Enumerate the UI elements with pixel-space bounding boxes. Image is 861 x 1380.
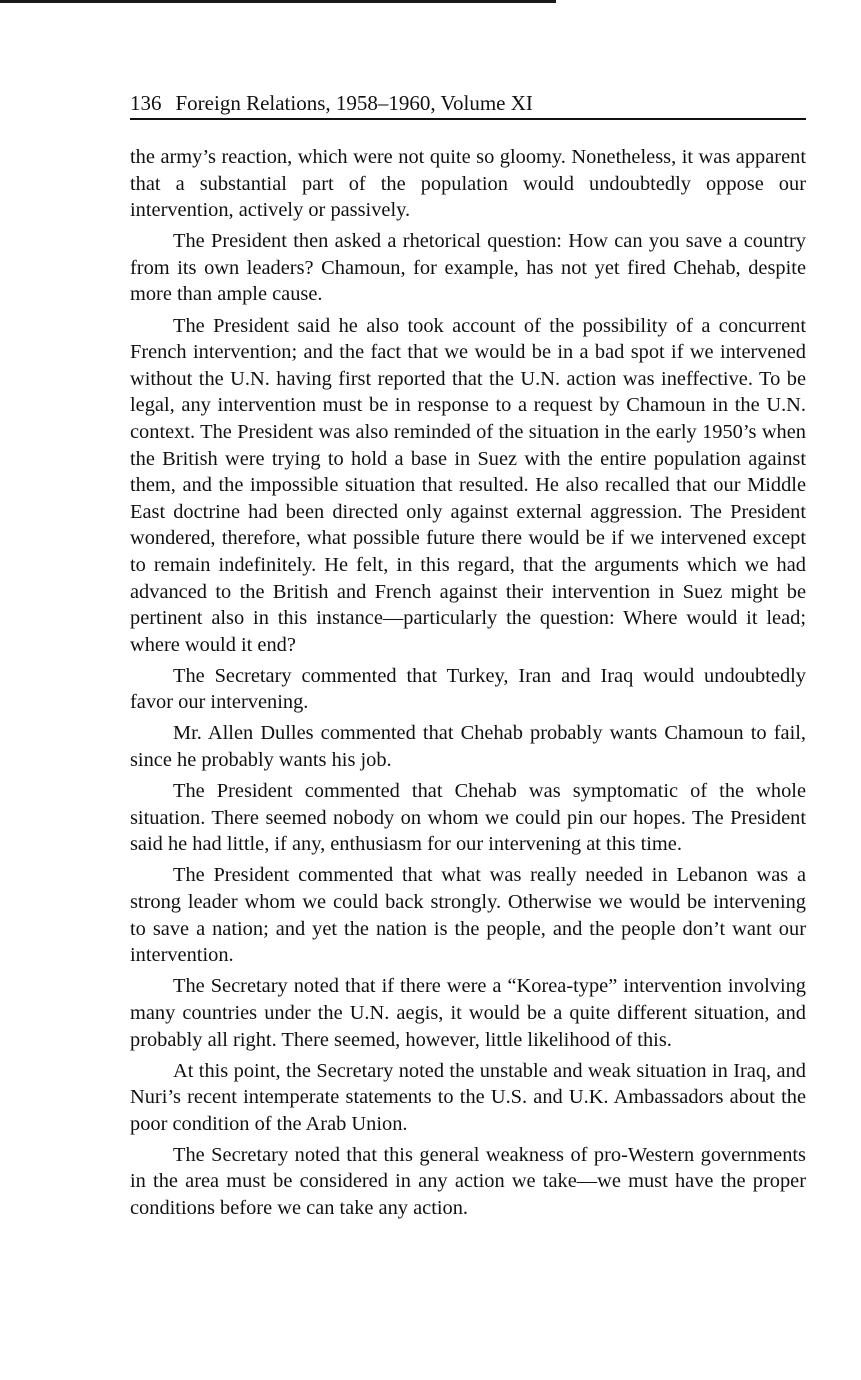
paragraph: The President then asked a rhetorical question: How can you save a country from its own leaders? Chamoun, for example, has not yet fired Chehab, despite more than ample cause.	[130, 230, 806, 306]
paragraph: Mr. Allen Dulles commented that Chehab probably wants Chamoun to fail, since he probably wants his job.	[130, 722, 806, 772]
running-title: Foreign Relations, 1958–1960, Volume XI	[175, 91, 533, 115]
document-body	[130, 144, 806, 1226]
paragraph: The Secretary noted that if there were a “Korea-type” intervention involving many countries under the U.N. aegis, it would be a quite different situation, and probably all right. There seemed, however, little likelihood of this.	[130, 975, 806, 1051]
scan-edge	[0, 0, 556, 3]
paragraph: The President commented that what was really needed in Lebanon was a strong leader whom we could back strongly. Otherwise we would be intervening to save a nation; and yet the nation is the people, and the people don’t want our intervention.	[130, 864, 806, 967]
paragraph: At this point, the Secretary noted the unstable and weak situation in Iraq, and Nuri’s recent intemperate statements to the U.S. and U.K. Ambassadors about the poor condition of the Arab Union.	[130, 1059, 806, 1135]
paragraph: The President commented that Chehab was symptomatic of the whole situation. There seemed nobody on whom we could pin our hopes. The President said he had little, if any, enthusiasm for our intervening at this time.	[130, 780, 806, 856]
paragraph: The President said he also took account of the possibility of a concurrent French intervention; and the fact that we would be in a bad spot if we intervened without the U.N. having first reported that the U.N. action was ineffective. To be legal, any intervention must be in response to a request by Chamoun in the U.N. context. The President was also reminded of the situation in the early 1950’s when the British were trying to hold a base in Suez with the entire population against them, and the impossible situation that resulted. He also recalled that our Middle East doctrine had been directed only against external aggression. The President wondered, therefore, what possible future there would be if we intervened except to remain indefinitely. He felt, in this regard, that the arguments which we had advanced to the British and French against their intervention in Suez might be pertinent also in this instance—particularly the question: Where would it lead; where would it end?	[130, 314, 806, 656]
paragraph: The Secretary noted that this general weakness of pro-Western governments in the area must be considered in any action we take—we must have the proper conditions before we can take any action.	[130, 1143, 806, 1220]
running-header	[130, 90, 806, 118]
page-number: 136	[130, 91, 162, 115]
paragraph-continuation: the army’s reaction, which were not quite so gloomy. Nonetheless, it was apparent that a substantial part of the population would undoubtedly oppose our intervention, actively or passively.	[130, 146, 806, 222]
paragraph: The Secretary commented that Turkey, Iran and Iraq would undoubtedly favor our intervening.	[130, 664, 806, 714]
header-rule	[130, 118, 806, 120]
